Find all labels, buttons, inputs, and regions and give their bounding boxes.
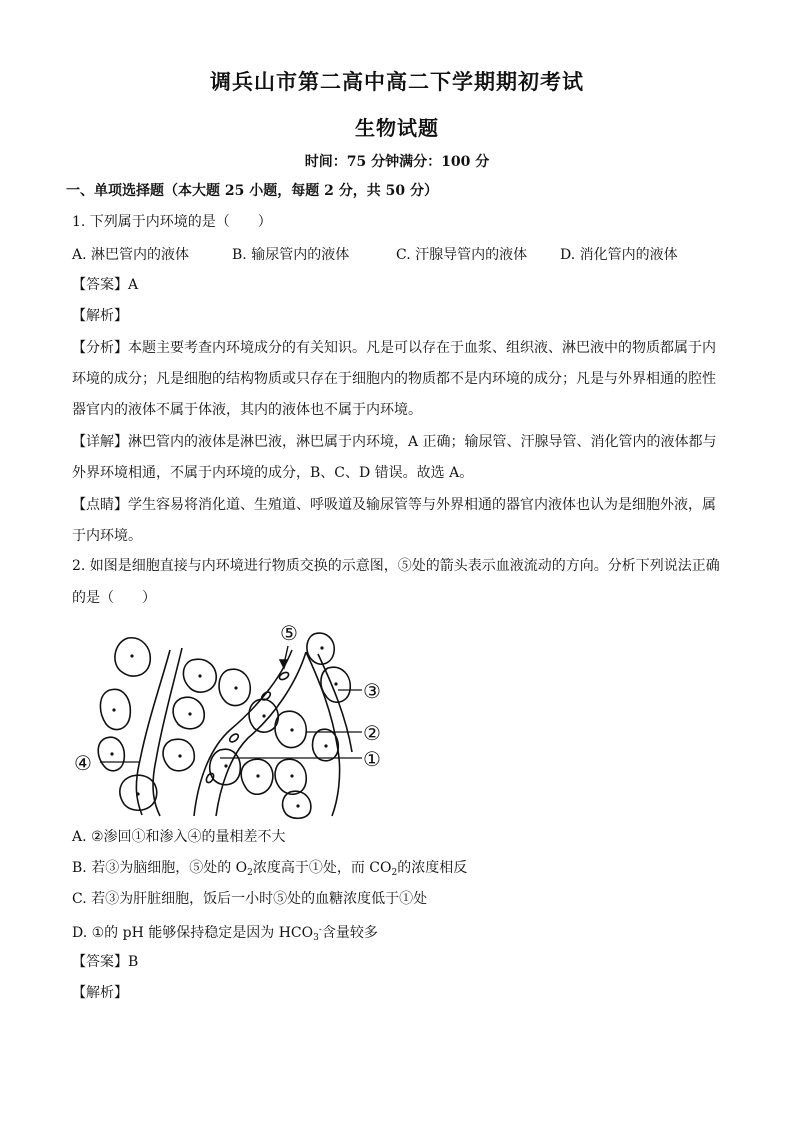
q1-dianjing-line: 于内环境。: [72, 528, 142, 544]
cell: [173, 697, 204, 729]
section-heading: 一、单项选择题（本大题 25 小题，每题 2 分，共 50 分）: [66, 183, 438, 199]
blood-cell: [205, 772, 215, 784]
q2-analysis-head: 【解析】: [72, 985, 128, 1001]
tissue-exchange-diagram: [70, 620, 400, 820]
q1-option-c: C. 汗腺导管内的液体: [396, 247, 528, 263]
q1-fenxi-line: 【分析】本题主要考查内环境成分的有关知识。凡是可以存在于血浆、组织液、淋巴液中的物质都属于内: [72, 340, 716, 356]
q1-stem: 1. 下列属于内环境的是（ ）: [72, 214, 272, 230]
blood-cell: [228, 732, 240, 743]
cell: [163, 739, 194, 771]
q1-option-b: B. 输尿管内的液体: [232, 247, 350, 263]
blood-cell: [260, 690, 272, 701]
q2-answer: 【答案】B: [72, 954, 139, 970]
label-2: ②: [363, 721, 381, 745]
q1-fenxi-line: 器官内的液体不属于体液，其内的液体也不属于内环境。: [72, 402, 422, 418]
blood-flow-arrow-icon: [280, 646, 288, 668]
q2-option-d: D. ①的 pH 能够保持稳定是因为 $HCO_3^-$含量较多: [72, 925, 378, 943]
q1-fenxi-line: 环境的成分；凡是细胞的结构物质或只存在于细胞内的物质都不是内环境的成分；凡是与外界相通的腔性: [72, 371, 716, 387]
q1-option-d: D. 消化管内的液体: [560, 247, 678, 263]
q2-stem-line: 2. 如图是细胞直接与内环境进行物质交换的示意图，⑤处的箭头表示血液流动的方向。分析下列说法正确: [72, 558, 720, 574]
q1-dianjing-line: 【点睛】学生容易将消化道、生殖道、呼吸道及输尿管等与外界相通的器官内液体也认为是细胞外液，属: [72, 497, 716, 513]
subject-title: 生物试题: [355, 116, 439, 140]
label-3: ③: [363, 679, 381, 703]
q2-stem-line: 的是（ ）: [72, 590, 156, 606]
q2-option-a: A. ②渗回①和渗入④的量相差不大: [72, 829, 286, 845]
q2-option-c: C. 若③为肝脏细胞，饭后一小时⑤处的血糖浓度低于①处: [72, 891, 428, 907]
q1-option-a: A. 淋巴管内的液体: [72, 247, 190, 263]
label-5: ⑤: [280, 621, 298, 645]
vessel-wall: [194, 650, 292, 816]
cell: [283, 791, 311, 818]
q1-answer: 【答案】A: [72, 277, 139, 293]
q1-xiangjie-line: 【详解】淋巴管内的液体是淋巴液，淋巴属于内环境，A 正确；输尿管、汗腺导管、消化管内的液体都与: [72, 434, 717, 450]
q2-option-b: B. 若③为脑细胞，⑤处的 $O_2$浓度高于①处，而 $CO_2$的浓度相反: [72, 860, 468, 878]
exam-title: 调兵山市第二高中高二下学期期初考试: [210, 69, 584, 94]
time-info: 时间：75 分钟满分：100 分: [304, 154, 490, 170]
label-4: ④: [74, 751, 92, 775]
q1-xiangjie-line: 外界环境相通，不属于内环境的成分，B、C、D 错误。故选 A。: [72, 465, 474, 481]
q1-analysis-head: 【解析】: [72, 308, 128, 324]
label-1: ①: [363, 747, 381, 771]
